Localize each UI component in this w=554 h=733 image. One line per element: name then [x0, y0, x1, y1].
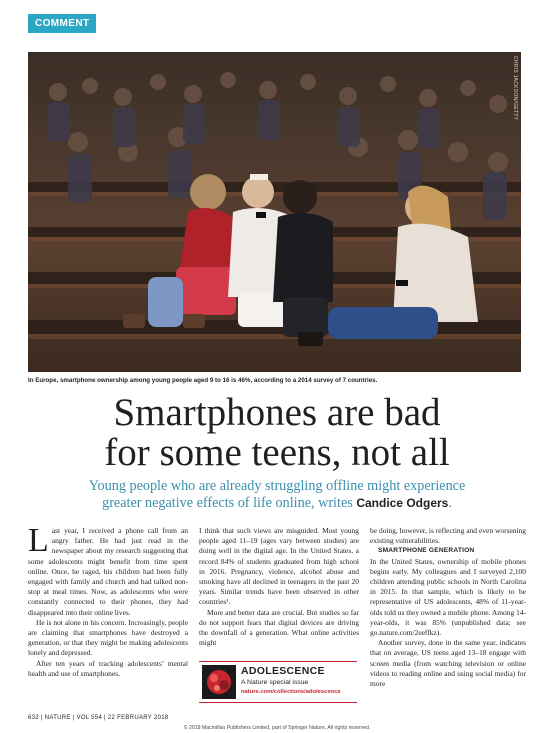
section-tag: COMMENT	[28, 14, 96, 33]
paragraph: He is not alone in his concern. Increasingly, people are claiming that smartphones have destroyed a generation, or that they might be making adolescents lonely and depressed.	[28, 617, 188, 658]
section-subhead: SMARTPHONE GENERATION	[378, 547, 475, 555]
paragraph: More and better data are crucial. But studies so far do not support fears that digital devices are driving the downfall of a generation. What online activities might	[199, 607, 359, 648]
paragraph	[28, 522, 188, 618]
paragraph: Another survey, done in the same year, indicates that on average, US teens aged 13–18 engage with screen media (from watching television or online videos to reading online and using social media) for more	[370, 638, 526, 689]
drop-cap: L	[28, 522, 49, 559]
paragraph: After ten years of tracking adolescents’ mental health and use of smartphones,	[28, 658, 188, 678]
photo-credit: CHRIS JACKSON/GETTY	[512, 56, 518, 121]
copyright-notice: © 2018 Macmillan Publishers Limited, part of Springer Nature. All rights reserved.	[183, 725, 371, 731]
standfirst-line-2: greater negative effects of life online, writes	[102, 495, 353, 511]
headline	[0, 393, 554, 473]
paragraph-text: ast year, I received a phone call from an angry father. He had just read in the newspaper about my research suggesting that some adolescents might benefit from time spent online. Once, he raged, his children had been fully engaged with family and church and had talked non-stop at meal times. Now, as adolescents who were constantly connected to their phones, they had disappeared into their online lives.	[28, 526, 188, 617]
promo-subtitle: A Nature special issue	[241, 679, 309, 686]
headline-line-2: for some teens, not all	[104, 431, 450, 474]
page-footer: 632 | NATURE | VOL 554 | 22 FEBRUARY 2018	[28, 715, 169, 721]
standfirst-end: .	[448, 495, 452, 511]
brain-icon	[202, 665, 236, 699]
promo-image	[202, 665, 236, 699]
promo-link[interactable]: nature.com/collections/adolescence	[241, 689, 341, 695]
hero-photo	[28, 52, 521, 372]
paragraph: be doing, however, is reflecting and even worsening existing vulnerabilities.	[370, 526, 526, 546]
teens-photo-illustration	[28, 52, 521, 372]
paragraph: In the United States, ownership of mobile phones begins early. My colleagues and I surveyed 2,100 children attending public schools in North Carolina in 2015. In that sample, which is likely to be representative of US adolescents, 48% of 11-year-olds told us they owned a mobile phone. Among 14-year-olds, it was 85% (unpublished data; see go.nature.com/2eeffkz).	[370, 556, 526, 638]
photo-caption: In Europe, smartphone ownership among young people aged 9 to 16 is 46%, according to a 2014 survey of 7 countries.	[28, 377, 378, 384]
author-name[interactable]: Candice Odgers	[356, 496, 449, 510]
body-column-2	[199, 526, 359, 648]
headline-line-1: Smartphones are bad	[113, 391, 441, 434]
paragraph: I think that such views are misguided. Most young people aged 11–19 (ages vary between studies) are doing well in the digital age. In the United States, a record 84% of students graduated from high school in 2016. Pregnancy, violence, alcohol abuse and smoking have all declined in teenagers in the past 20 years. Similar trends have been observed in other countries¹.	[199, 526, 359, 607]
standfirst-line-1: Young people who are already struggling offline might experience	[88, 478, 466, 494]
special-issue-promo[interactable]	[199, 661, 357, 703]
body-column-1	[28, 522, 188, 679]
standfirst	[60, 478, 494, 512]
promo-title: ADOLESCENCE	[241, 665, 325, 677]
body-column-3	[370, 526, 526, 689]
